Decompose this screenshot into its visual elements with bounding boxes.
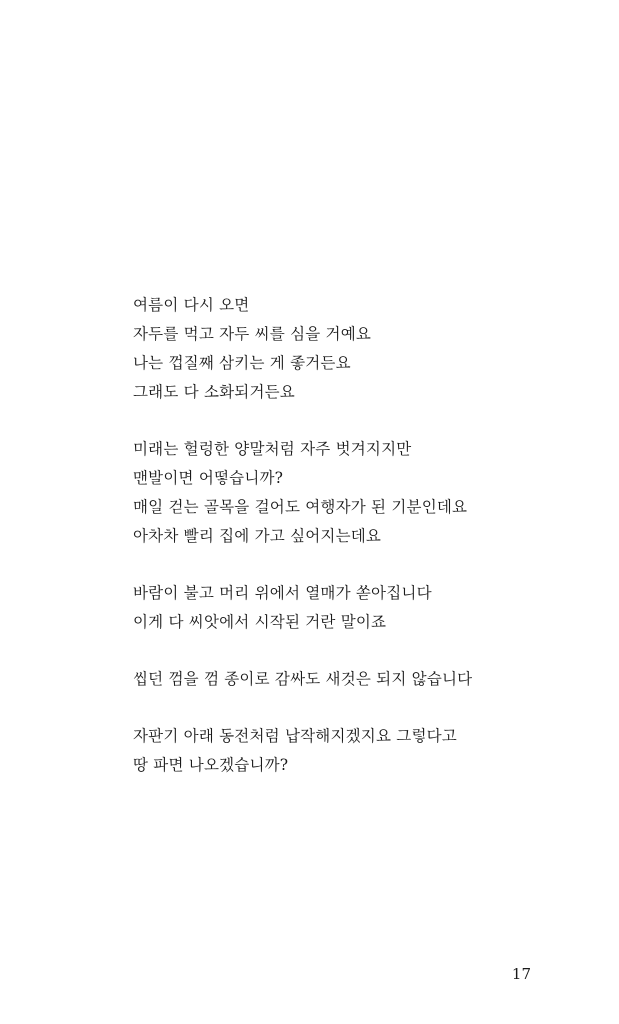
stanza-3 [133,579,573,637]
poem-line: 이게 다 씨앗에서 시작된 거란 말이죠 [133,613,387,631]
stanza-4 [133,665,573,694]
stanza-1 [133,291,573,407]
poem-line: 자판기 아래 동전처럼 납작해지겠지요 그렇다고 [133,727,457,745]
poem-line: 씹던 껌을 껌 종이로 감싸도 새것은 되지 않습니다 [133,670,473,688]
poem-line: 여름이 다시 오면 [133,296,250,314]
poem-body [133,291,573,808]
poem-line: 매일 걷는 골목을 걸어도 여행자가 된 기분인데요 [133,498,468,516]
poem-line: 바람이 불고 머리 위에서 열매가 쏟아집니다 [133,584,432,602]
poem-line: 나는 껍질째 삼키는 게 좋거든요 [133,354,351,372]
poem-line: 땅 파면 나오겠습니까? [133,756,289,774]
stanza-5 [133,722,573,780]
poem-line: 미래는 헐렁한 양말처럼 자주 벗겨지지만 [133,440,412,458]
stanza-2 [133,435,573,551]
poem-line: 아차차 빨리 집에 가고 싶어지는데요 [133,527,382,545]
poem-line: 그래도 다 소화되거든요 [133,383,295,401]
poem-line: 자두를 먹고 자두 씨를 심을 거예요 [133,325,372,343]
poem-line: 맨발이면 어떻습니까? [133,469,284,487]
page-number: 17 [511,965,531,983]
